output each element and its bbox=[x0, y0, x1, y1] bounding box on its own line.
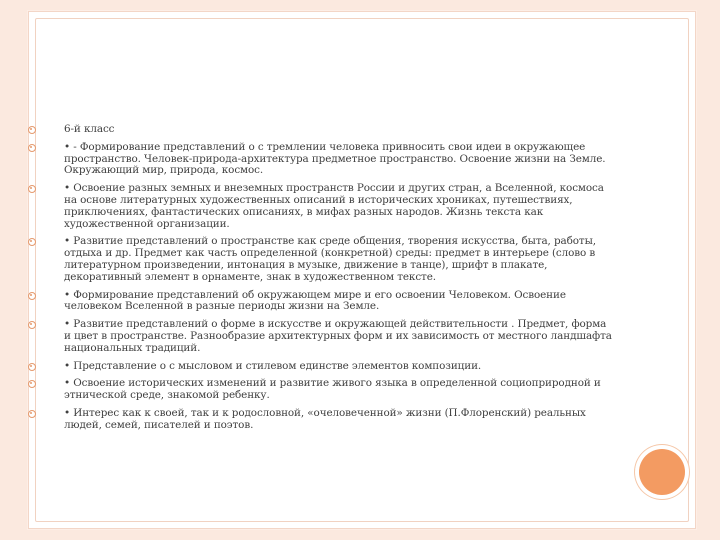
circle-bullet-icon bbox=[28, 292, 36, 300]
list-item bbox=[28, 183, 616, 230]
list-item-text: • Освоение исторических изменений и развитие живого языка в определенной социоприродной и этнической среде, знакомой ребенку. bbox=[64, 377, 601, 402]
bullet-list bbox=[28, 124, 616, 438]
list-item bbox=[28, 142, 616, 177]
list-item-text: 6-й класс bbox=[64, 123, 115, 135]
circle-bullet-icon bbox=[28, 144, 36, 152]
list-item bbox=[28, 319, 616, 354]
list-item-text: • - Формирование представлений о с тремлении человека привносить свои идеи в окружающее пространство. Человек-природа-архитектура предметное пространство. Освоение жизни на Земле. Окружающий мир, природа, космос. bbox=[64, 140, 606, 177]
list-item bbox=[28, 361, 616, 373]
circle-bullet-icon bbox=[28, 321, 36, 329]
list-item-text: • Развитие представлений о пространстве как среде общения, творения искусства, быта, работы, отдыха и др. Предмет как часть определенной (конкретной) среды: предмет в интерьере (слово в литературном произведении, интонация в музыке, движение в танце), шрифт в плакате, декоративный элемент в орнаменте, знак в художественном тексте. bbox=[64, 235, 596, 283]
list-item bbox=[28, 378, 616, 402]
circle-bullet-icon bbox=[28, 380, 36, 388]
decorative-circle bbox=[639, 449, 685, 495]
list-item-text: • Формирование представлений об окружающем мире и его освоении Человеком. Освоение человеком Вселенной в разные периоды жизни на Земле. bbox=[64, 288, 566, 313]
list-item-text: • Представление о с мысловом и стилевом единстве элементов композиции. bbox=[64, 359, 482, 372]
circle-bullet-icon bbox=[28, 363, 36, 371]
list-item bbox=[28, 236, 616, 283]
list-item-text: • Интерес как к своей, так и к родословной, «очеловеченной» жизни (П.Флоренский) реальных людей, семей, писателей и поэтов. bbox=[64, 406, 586, 431]
list-item-text: • Освоение разных земных и внеземных пространств России и других стран, а Вселенной, космоса на основе литературных художественных описаний в исторических хрониках, путешествиях, приключениях, фантастических описаниях, в мифах разных народов. Жизнь текста как художественной организации. bbox=[64, 182, 604, 230]
circle-bullet-icon bbox=[28, 410, 36, 418]
circle-bullet-icon bbox=[28, 126, 36, 134]
list-item bbox=[28, 408, 616, 432]
list-item bbox=[28, 290, 616, 314]
list-item-text: • Развитие представлений о форме в искусстве и окружающей действительности . Предмет, форма и цвет в пространстве. Разнообразие архитектурных форм и их зависимость от местного ландшафта национальных традиций. bbox=[64, 318, 612, 354]
list-item bbox=[28, 124, 616, 136]
circle-bullet-icon bbox=[28, 238, 36, 246]
circle-bullet-icon bbox=[28, 185, 36, 193]
